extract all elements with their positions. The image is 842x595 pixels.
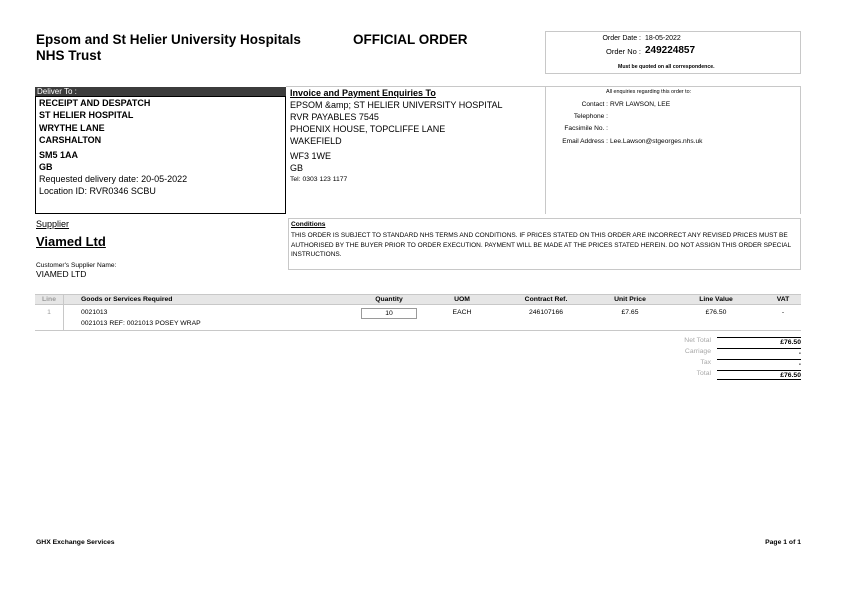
col-vat: VAT <box>776 296 790 303</box>
deliver-country: GB <box>39 162 53 172</box>
supplier-heading: Supplier <box>36 219 70 229</box>
row-item-code: 0021013 <box>81 309 108 316</box>
deliver-line: ST HELIER HOSPITAL <box>39 110 134 120</box>
order-number: 249224857 <box>645 45 696 56</box>
deliver-line: CARSHALTON <box>39 135 102 145</box>
invoice-line: EPSOM &amp; ST HELIER UNIVERSITY HOSPITAL <box>290 100 503 110</box>
net-total-value: £76.50 <box>717 337 801 346</box>
col-uom: UOM <box>454 296 470 303</box>
order-note: Must be quoted on all correspondence. <box>618 64 715 70</box>
deliver-line: RECEIPT AND DESPATCH <box>39 98 151 108</box>
row-contract-ref: 246107166 <box>528 309 564 316</box>
contact-label: Contact : <box>581 101 608 108</box>
col-unit-price: Unit Price <box>614 296 646 303</box>
col-line-value: Line Value <box>699 296 733 303</box>
contact-name: RVR LAWSON, LEE <box>610 101 671 108</box>
trust-name: Epsom and St Helier University Hospitals NHS Trust <box>36 32 301 63</box>
row-line-value: £76.50 <box>705 309 727 316</box>
order-date-label: Order Date : <box>602 35 641 42</box>
invoice-postcode: WF3 1WE <box>290 151 332 161</box>
conditions-heading: Conditions <box>291 221 326 228</box>
invoice-line: PHOENIX HOUSE, TOPCLIFFE LANE <box>290 124 446 134</box>
col-quantity: Quantity <box>375 296 403 303</box>
fax-label: Facsimile No. : <box>564 125 608 132</box>
page-number: Page 1 of 1 <box>765 539 801 546</box>
row-vat: - <box>781 309 785 316</box>
order-info-box <box>545 31 801 74</box>
order-no-label: Order No : <box>605 47 641 56</box>
customer-supplier-name: VIAMED LTD <box>36 269 87 279</box>
total-label: Total <box>696 370 711 377</box>
enquiries-heading: All enquiries regarding this order to: <box>606 89 692 95</box>
email-label: Email Address : <box>562 138 608 145</box>
carriage-value: - <box>717 348 801 357</box>
invoice-line: RVR PAYABLES 7545 <box>290 112 379 122</box>
location-id: Location ID: RVR0346 SCBU <box>39 186 156 196</box>
col-goods: Goods or Services Required <box>81 296 173 303</box>
telephone-label: Telephone : <box>573 113 608 120</box>
col-line: Line <box>35 295 64 304</box>
total-value: £76.50 <box>717 370 801 380</box>
invoice-line: WAKEFIELD <box>290 136 342 146</box>
invoice-country: GB <box>290 163 304 173</box>
enquiries-box <box>546 86 801 214</box>
deliver-to-box <box>35 96 286 214</box>
row-line-number: 1 <box>47 309 51 316</box>
invoice-heading: Invoice and Payment Enquiries To <box>290 88 436 98</box>
email-address[interactable]: Lee.Lawson@stgeorges.nhs.uk <box>610 138 703 145</box>
conditions-text: THIS ORDER IS SUBJECT TO STANDARD NHS TERMS AND CONDITIONS. IF PRICES STATED ON THIS ORDER ARE INCORRECT ANY REVISED PRICES MUST BE AUTHORISED BY THE BUYER PRIOR TO ORDER EXECUTION. PAYMENT WILL BE MADE AT THE PRICES STATED HEREIN. DO NOT ASSIGN THIS ORDER SPECIAL INSTRUCTIONS. <box>291 232 791 259</box>
carriage-label: Carriage <box>684 348 711 355</box>
row-divider <box>63 305 64 330</box>
tax-label: Tax <box>700 359 711 366</box>
net-total-label: Net Total <box>684 337 711 344</box>
col-contract: Contract Ref. <box>524 296 568 303</box>
row-uom: EACH <box>452 309 472 316</box>
invoice-telephone: Tel: 0303 123 1177 <box>290 176 348 183</box>
row-description: 0021013 REF: 0021013 POSEY WRAP <box>81 320 201 327</box>
row-unit-price: £7.65 <box>621 309 639 316</box>
deliver-to-heading: Deliver To : <box>35 87 286 96</box>
table-row <box>35 305 801 331</box>
row-quantity: 10 <box>361 308 417 319</box>
requested-delivery-date: Requested delivery date: 20-05-2022 <box>39 174 188 184</box>
table-header <box>35 294 801 305</box>
supplier-name: Viamed Ltd <box>36 234 106 249</box>
conditions-box <box>288 218 801 270</box>
tax-value: - <box>717 359 801 368</box>
order-date: 18-05-2022 <box>645 35 681 42</box>
customer-supplier-label: Customer's Supplier Name: <box>36 262 117 269</box>
deliver-postcode: SM5 1AA <box>39 150 79 160</box>
invoice-box <box>286 86 546 214</box>
deliver-line: WRYTHE LANE <box>39 123 105 133</box>
footer-provider: GHX Exchange Services <box>36 539 115 546</box>
document-title: OFFICIAL ORDER <box>353 32 468 47</box>
